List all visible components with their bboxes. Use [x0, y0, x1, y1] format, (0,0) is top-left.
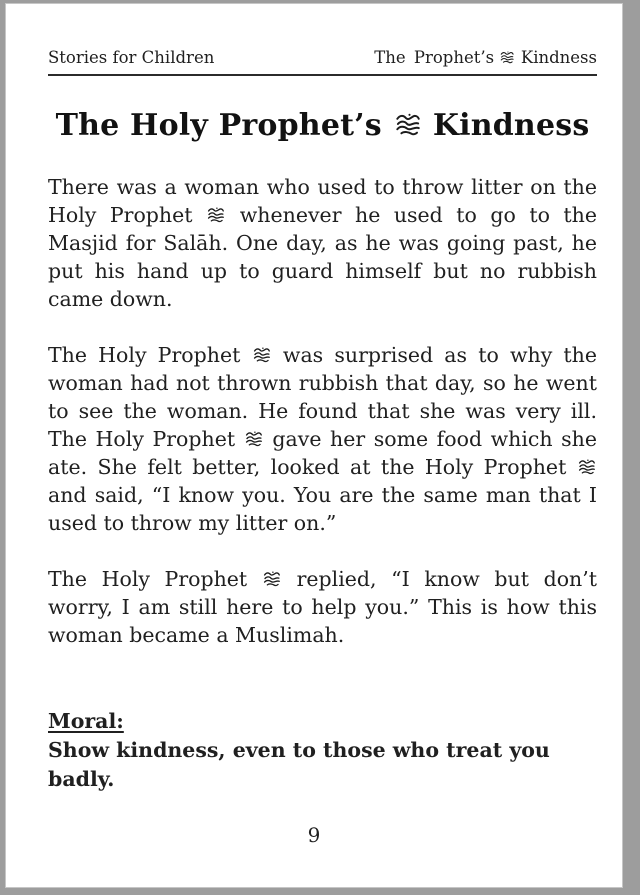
pbuh-calligraphy-icon	[263, 571, 280, 587]
page-content	[6, 48, 622, 794]
moral-text: Show kindness, even to those who treat you badly.	[48, 738, 550, 791]
book-page	[6, 4, 622, 887]
story-paragraph-2: The Holy Prophet was surprised as to why the woman had not thrown rubbish that day, so he went to see the woman. He found that she was very ill. The Holy Prophet gave her some food which she ate. She felt better, looked at the Holy Prophet and said, “I know you. You are the same man that I used to throw my litter on.”	[48, 343, 598, 535]
pbuh-calligraphy-icon	[395, 113, 421, 136]
pbuh-calligraphy-icon	[207, 207, 224, 223]
running-header-right: The Prophet’s Kindness	[374, 48, 597, 67]
pbuh-calligraphy-icon	[245, 431, 262, 447]
story-paragraph-1: There was a woman who used to throw litter on the Holy Prophet whenever he used to go to the Masjid for Salāh. One day, as he was going past, he put his hand up to guard himself but no rubbish came down.	[48, 175, 597, 311]
running-header	[48, 48, 597, 68]
pbuh-calligraphy-icon	[578, 459, 595, 475]
running-header-left: Stories for Children	[48, 48, 215, 67]
moral-section	[48, 707, 597, 794]
pbuh-calligraphy-icon	[253, 347, 270, 363]
moral-label: Moral:	[48, 709, 124, 733]
chapter-title: The Holy Prophet’s Kindness	[55, 108, 590, 143]
header-rule	[48, 74, 597, 76]
page-number: 9	[307, 823, 321, 847]
story-paragraph-3: The Holy Prophet replied, “I know but don’t worry, I am still here to help you.” This is how this woman became a Muslimah.	[48, 567, 597, 647]
pbuh-calligraphy-icon	[500, 51, 514, 64]
